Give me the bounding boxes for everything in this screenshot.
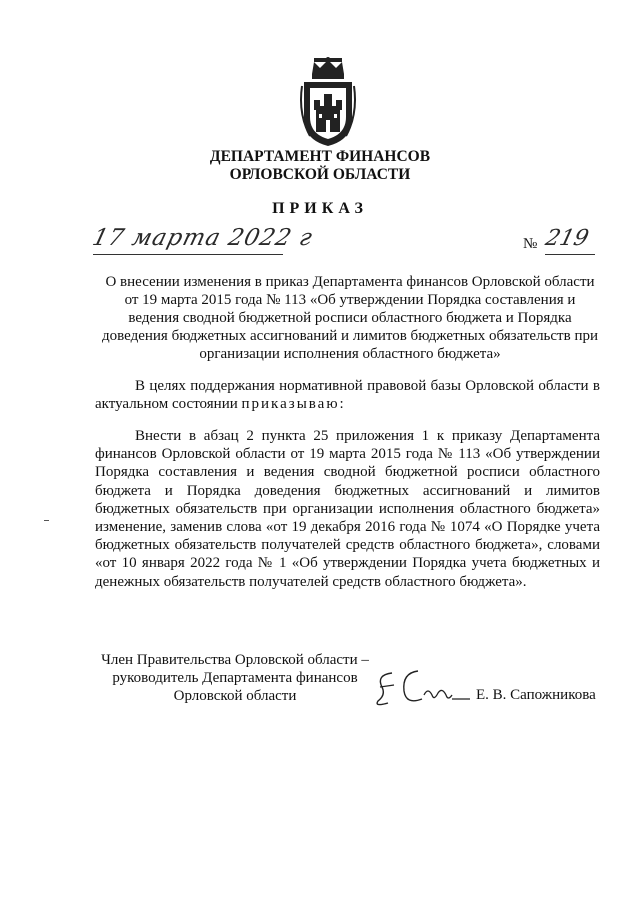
signer-name: Е. В. Сапожникова bbox=[476, 687, 596, 703]
signer-position-line: руководитель Департамента финансов bbox=[112, 670, 358, 686]
title-line: О внесении изменения в приказ Департамента финансов Орловской области bbox=[105, 274, 595, 290]
preamble-text: В целях поддержания нормативной правовой базы Орловской области в актуальном состоянии bbox=[95, 378, 600, 413]
margin-mark bbox=[44, 520, 49, 521]
preamble-paragraph bbox=[95, 377, 600, 413]
title-line: ведения сводной бюджетной росписи областного бюджета и Порядка bbox=[128, 310, 572, 326]
title-line: организации исполнения областного бюджета» bbox=[199, 346, 501, 362]
number-underline bbox=[545, 254, 595, 255]
handwritten-signature bbox=[372, 665, 472, 709]
title-line: доведения бюджетных ассигнований и лимитов бюджетных обязательств при bbox=[101, 328, 598, 344]
number-label: № bbox=[523, 236, 538, 252]
document-type-heading: ПРИКАЗ bbox=[272, 200, 368, 217]
date-underline bbox=[93, 254, 283, 255]
department-name-line1: ДЕПАРТАМЕНТ ФИНАНСОВ bbox=[209, 148, 431, 165]
signer-position-line: Член Правительства Орловской области – bbox=[101, 652, 369, 668]
main-order-paragraph: Внести в абзац 2 пункта 25 приложения 1 к приказу Департамента финансов Орловской области от 19 марта 2015 года № 113 «Об утверждении Порядка составления и ведения сводной бюджетной росписи областного бюджета и Порядка доведения бюджетных ассигнований и лимитов бюджетных обязательств при организации исполнения областного бюджета» изменение, заменив слова «от 19 декабря 2016 года № 1074 «О Порядке учета бюджетных обязательств получателей средств областного бюджета», словами «от 10 января 2022 года № 1 «Об утверждении Порядка учета бюджетных и денежных обязательств получателей средств областного бюджета». bbox=[95, 428, 600, 590]
signer-position bbox=[60, 651, 410, 705]
order-title bbox=[95, 273, 605, 363]
handwritten-date: 17 марта 2022 г bbox=[89, 225, 316, 251]
order-word: приказываю: bbox=[241, 396, 346, 413]
signer-position-line: Орловской области bbox=[173, 688, 297, 704]
title-line: от 19 марта 2015 года № 113 «Об утверждении Порядка составления и bbox=[124, 292, 576, 308]
orel-region-coat-of-arms-icon bbox=[300, 56, 356, 148]
handwritten-number: 219 bbox=[542, 226, 592, 251]
department-name-line2: ОРЛОВСКОЙ ОБЛАСТИ bbox=[229, 166, 411, 183]
